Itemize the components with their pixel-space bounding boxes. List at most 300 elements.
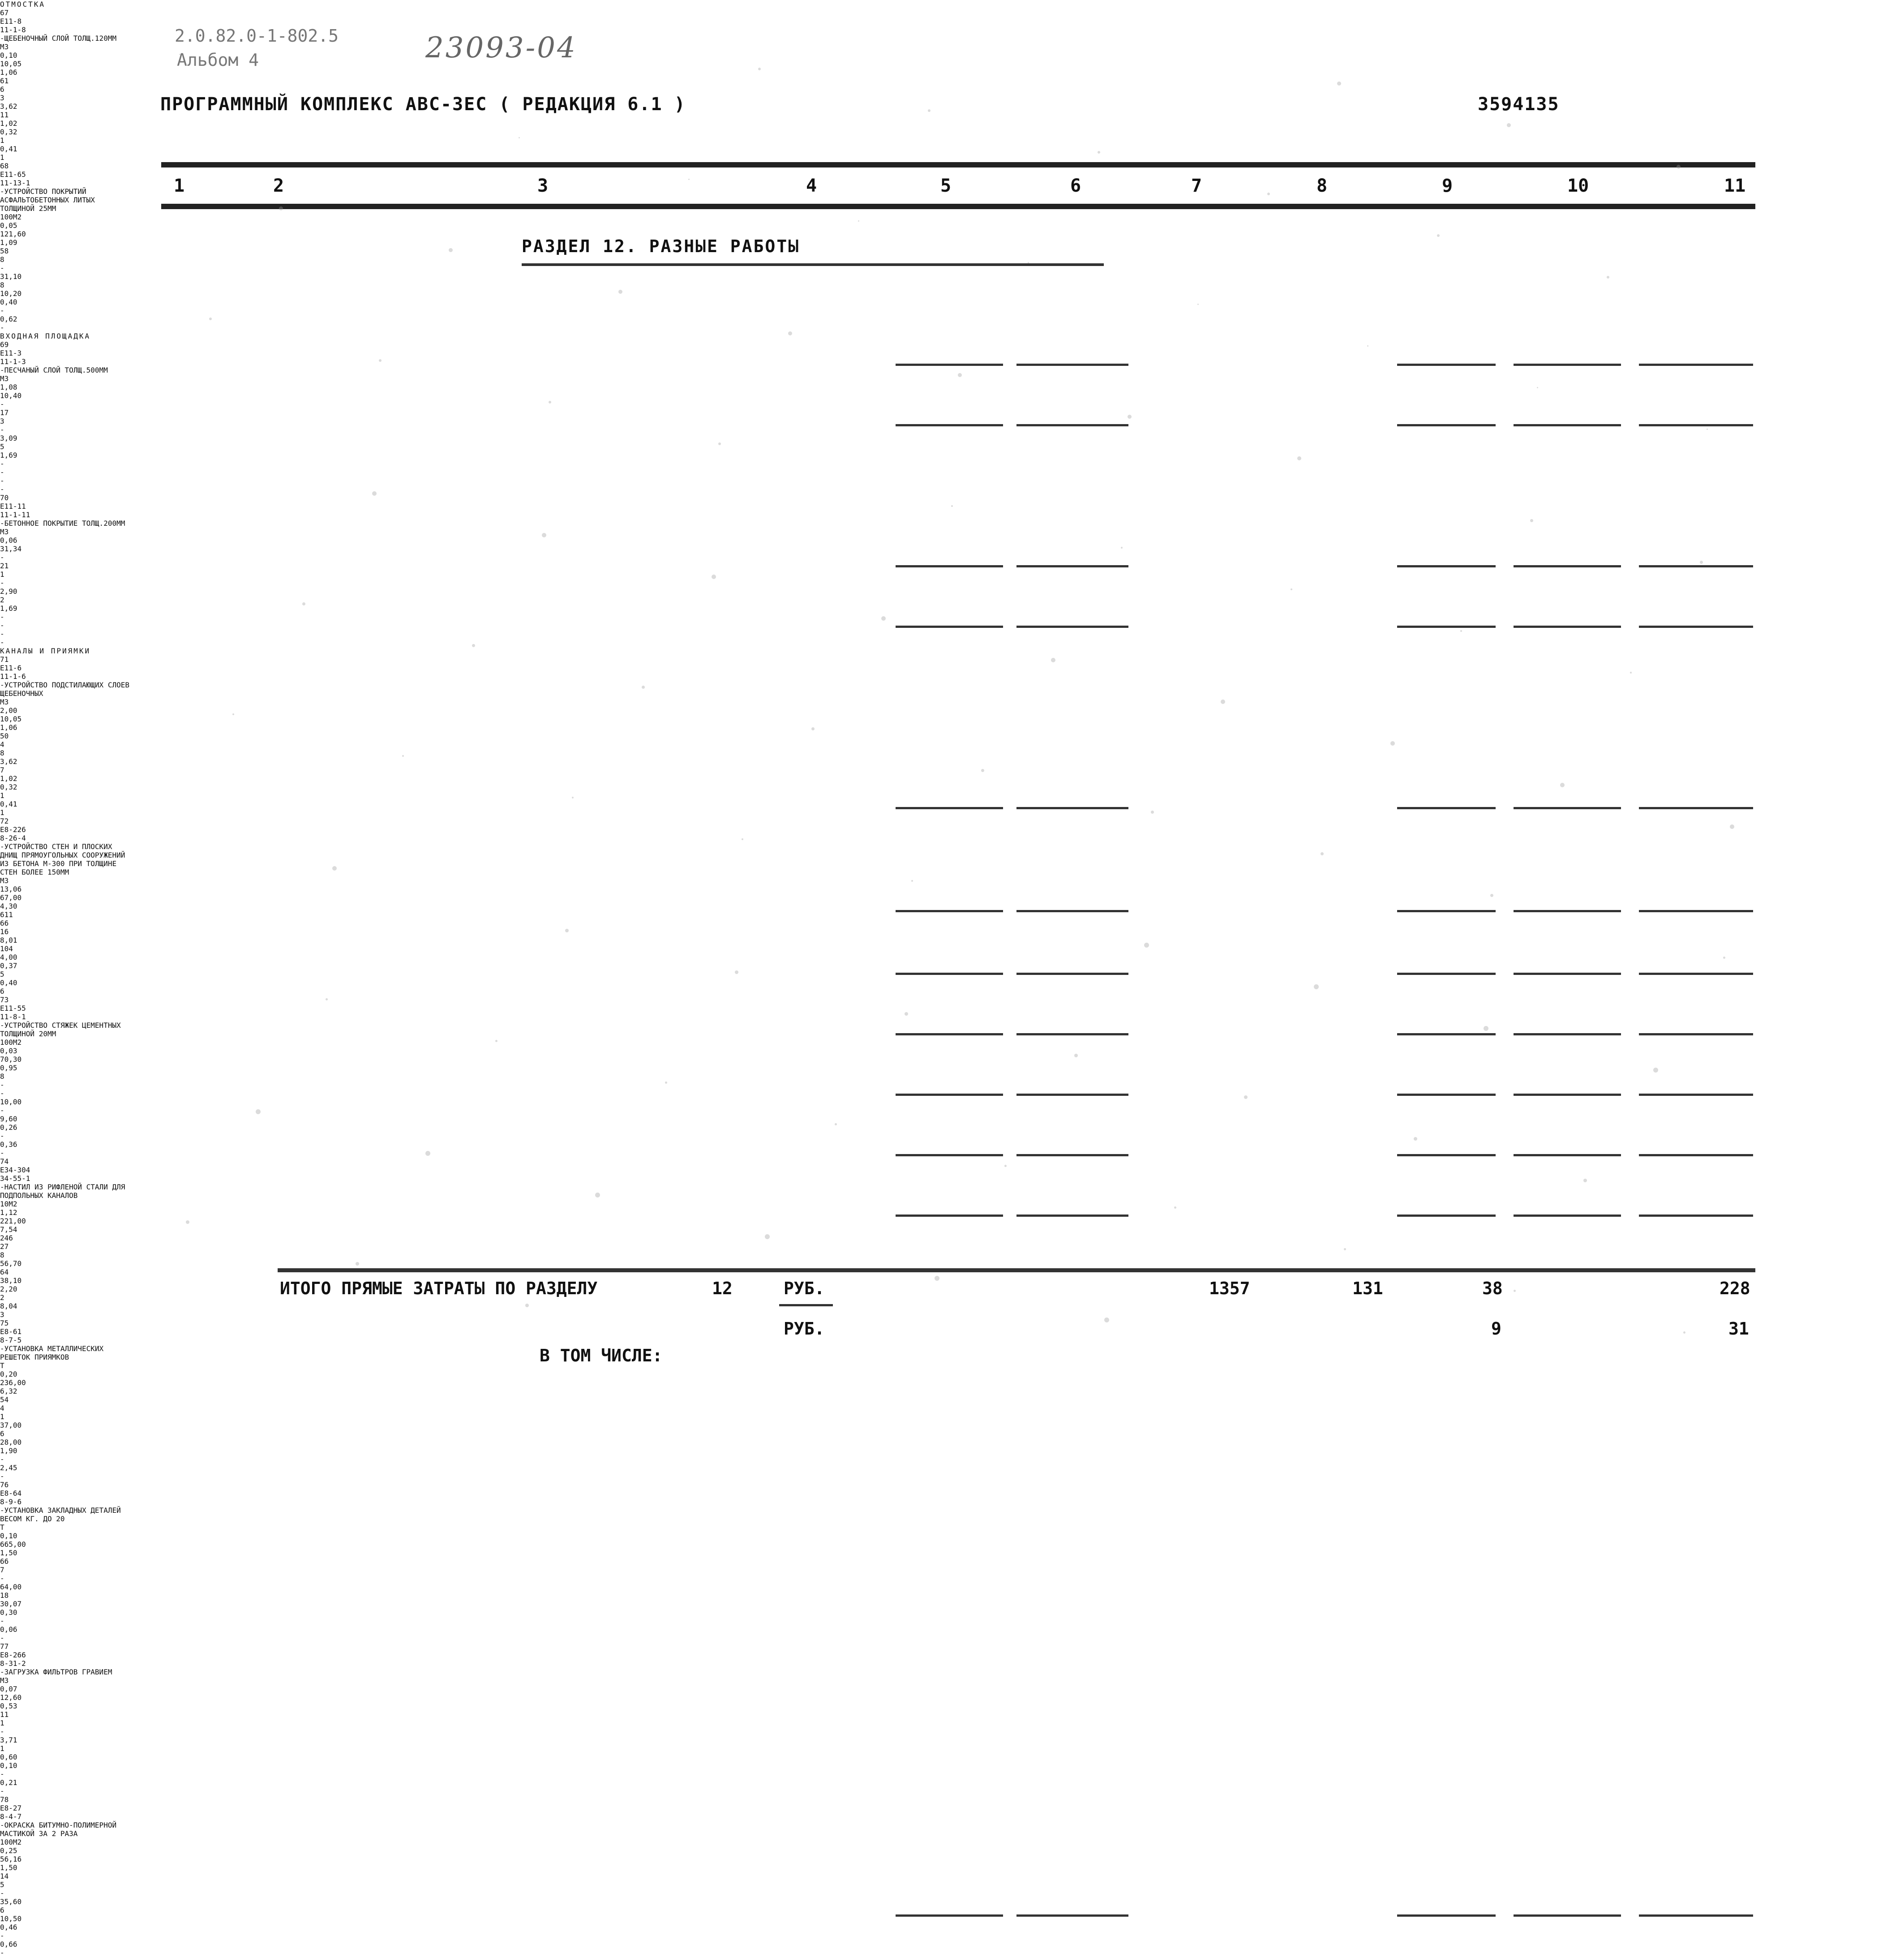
row-70-col9-wage: - (0, 621, 4, 630)
row-73-quantity: 0,03 (0, 1047, 17, 1055)
row-72-machines: 4,30 (0, 902, 17, 910)
row-69-col7: 17 (0, 408, 9, 417)
row-70-number: 70 (0, 494, 9, 502)
row-77-code-alt: 8-31-2 (0, 1659, 26, 1668)
row-71-sep-mach (1016, 807, 1128, 809)
row-69-quantity: 1,08 (0, 383, 17, 391)
scan-speck (1514, 1290, 1516, 1292)
row-71-col8: 4 (0, 740, 4, 749)
row-78-col11-wage: - (0, 1948, 4, 1957)
scan-speck (688, 179, 690, 180)
row-74-sep-col9 (1397, 1033, 1496, 1035)
scan-speck (905, 1012, 908, 1016)
row-68-code: Е11-65 (0, 170, 26, 179)
row-69-sep-col10 (1514, 565, 1621, 567)
row-69-sep-col11 (1639, 565, 1753, 567)
row-67-col11: 11 (0, 111, 9, 119)
scan-speck (549, 401, 551, 403)
row-76-price: 665,00 (0, 1540, 26, 1549)
scan-speck (1098, 151, 1100, 154)
row-69-col9-wage: - (0, 468, 4, 476)
column-number-3: 3 (537, 176, 549, 196)
scan-speck (1414, 1137, 1417, 1141)
scan-speck (935, 1276, 939, 1281)
row-68-machines: 1,09 (0, 238, 17, 247)
scan-speck (911, 880, 913, 882)
row-76-quantity: 0,10 (0, 1532, 17, 1540)
row-75-machines-wage: 1,90 (0, 1446, 17, 1455)
scan-speck (1128, 415, 1132, 419)
scan-speck (1537, 387, 1538, 388)
row-70-sep-col9 (1397, 626, 1496, 628)
scan-speck (1560, 783, 1565, 787)
scan-speck (618, 290, 622, 294)
row-71-machines-wage: 0,32 (0, 783, 17, 791)
row-72-col7: 611 (0, 910, 13, 919)
row-73-name-line: ТОЛЩИНОЙ 20ММ (0, 1030, 56, 1038)
row-71-code-alt: 11-1-6 (0, 672, 26, 681)
row-68-number: 68 (0, 162, 9, 170)
row-70-price: 31,34 (0, 545, 22, 553)
row-71-code: Е11-6 (0, 664, 22, 672)
row-73-col7: 8 (0, 1072, 4, 1081)
row-74-col10: 56,70 (0, 1259, 22, 1268)
totals-col7: 1357 (1209, 1279, 1250, 1298)
row-77-sep-price (896, 1215, 1003, 1217)
row-77-quantity: 0,07 (0, 1685, 17, 1693)
scan-speck (642, 686, 645, 689)
row-68-col9: - (0, 264, 4, 272)
row-69-machines-wage: - (0, 459, 4, 468)
row-71-price: 10,05 (0, 715, 22, 723)
scan-speck (279, 206, 283, 210)
program-title: ПРОГРАММНЫЙ КОМПЛЕКС АВС-ЗЕС ( РЕДАКЦИЯ 6.1 ) (160, 94, 686, 115)
row-70-code-alt: 11-1-11 (0, 511, 30, 519)
scan-speck (256, 1109, 261, 1114)
row-71-sep-col9 (1397, 807, 1496, 809)
row-69-name-line: -ПЕСЧАНЫЙ СЛОЙ ТОЛЩ.500ММ (0, 366, 108, 374)
row-68-price: 121,60 (0, 230, 26, 238)
row-77-sep-mach (1016, 1215, 1128, 1217)
row-76-col11-wage: - (0, 1634, 4, 1642)
scan-speck (519, 137, 520, 138)
scan-speck (1221, 700, 1225, 704)
row-74-col8: 27 (0, 1242, 9, 1251)
totals-col11-second: 31 (1728, 1319, 1749, 1339)
row-69-price: 10,40 (0, 391, 22, 400)
row-77-machines: 0,53 (0, 1702, 17, 1710)
row-74-col7: 246 (0, 1234, 13, 1242)
row-74-col9: 8 (0, 1251, 4, 1259)
scan-speck (1367, 345, 1368, 347)
scan-speck (858, 220, 859, 222)
totals-col11: 228 (1720, 1279, 1750, 1298)
row-70-col8: 1 (0, 570, 4, 579)
row-68-col11-wage: - (0, 323, 4, 332)
row-77-col10: 3,71 (0, 1736, 17, 1744)
row-74-number: 74 (0, 1157, 9, 1166)
row-74-sep-price (896, 1033, 1003, 1035)
scan-speck (958, 373, 962, 377)
row-70-machines-wage: - (0, 613, 4, 621)
row-67-col9-wage: 1 (0, 136, 4, 145)
row-77-price-wage: 0,60 (0, 1753, 17, 1761)
row-69-col9: - (0, 425, 4, 434)
scan-speck (1344, 1248, 1346, 1250)
row-78-col11: 6 (0, 1906, 4, 1914)
row-75-col11: 6 (0, 1429, 4, 1438)
row-75-col8: 4 (0, 1404, 4, 1412)
totals-currency-underline (779, 1304, 833, 1306)
scan-speck (349, 95, 350, 97)
row-72-col11: 104 (0, 944, 13, 953)
row-68-col7: 58 (0, 247, 9, 255)
row-77-col10-wage: 0,21 (0, 1778, 17, 1787)
scan-speck (765, 1234, 770, 1239)
row-72-col10: 8,01 (0, 936, 17, 944)
row-73-col8: - (0, 1081, 4, 1089)
scan-speck (572, 797, 574, 798)
row-67-price: 10,05 (0, 60, 22, 68)
row-68-sep-mach (1016, 424, 1128, 426)
row-75-code: Е8-61 (0, 1327, 22, 1336)
row-76-sep-col9 (1397, 1154, 1496, 1156)
row-67-col9: 3 (0, 94, 4, 102)
row-78-code-alt: 8-4-7 (0, 1812, 22, 1821)
row-76-number: 76 (0, 1481, 9, 1489)
scan-speck (1507, 123, 1511, 127)
row-73-price-wage: 9,60 (0, 1115, 17, 1123)
row-67-sep-col11 (1639, 364, 1753, 366)
row-68-price-wage: 10,20 (0, 289, 22, 298)
totals-rule (278, 1268, 1755, 1272)
row-72-sep-mach (1016, 910, 1128, 912)
totals-label: ИТОГО ПРЯМЫЕ ЗАТРАТЫ ПО РАЗДЕЛУ (280, 1279, 598, 1298)
row-68-sep-col9 (1397, 424, 1496, 426)
row-74-col11-wage: 3 (0, 1310, 4, 1319)
scan-speck (881, 616, 886, 621)
row-71-machines: 1,06 (0, 723, 17, 732)
row-67-price-wage: 1,02 (0, 119, 17, 128)
row-70-sep-mach (1016, 626, 1128, 628)
row-74-col9-wage: 2 (0, 1293, 4, 1302)
scan-speck (1197, 304, 1199, 305)
row-78-col10-wage: 0,66 (0, 1940, 17, 1948)
row-68-sep-col11 (1639, 424, 1753, 426)
row-78-name-line: -ОКРАСКА БИТУМНО-ПОЛИМЕРНОЙ (0, 1821, 117, 1829)
row-77-col8: 1 (0, 1719, 4, 1727)
row-67-col7: 61 (0, 77, 9, 85)
row-78-number: 78 (0, 1795, 9, 1804)
row-78-unit: 100М2 (0, 1838, 22, 1846)
row-75-price: 236,00 (0, 1378, 26, 1387)
row-69-sep-col9 (1397, 565, 1496, 567)
row-73-code-alt: 11-8-1 (0, 1013, 26, 1021)
row-72-sep-price (896, 910, 1003, 912)
row-68-name-line: -УСТРОЙСТВО ПОКРЫТИЙ (0, 187, 86, 196)
row-71-name-line: -УСТРОЙСТВО ПОДСТИЛАЮЩИХ СЛОЕВ (0, 681, 129, 689)
doc-code-line1: 2.0.82.0-1-802.5 (175, 26, 339, 46)
row-72-name-line: -УСТРОЙСТВО СТЕН И ПЛОСКИХ (0, 842, 112, 851)
scan-speck (1051, 658, 1055, 662)
row-69-sep-price (896, 565, 1003, 567)
row-68-col11: 8 (0, 281, 4, 289)
scan-speck (1700, 561, 1703, 564)
row-75-col11-wage: - (0, 1472, 4, 1481)
handwritten-number: 23093-04 (425, 31, 577, 64)
row-74-name-line: ПОДПОЛЬНЫХ КАНАЛОВ (0, 1191, 78, 1200)
row-76-col8: 7 (0, 1566, 4, 1574)
row-67-sep-price (896, 364, 1003, 366)
column-number-6: 6 (1070, 176, 1081, 196)
row-73-price: 70,30 (0, 1055, 22, 1064)
row-74-sep-col11 (1639, 1033, 1753, 1035)
row-76-sep-col11 (1639, 1154, 1753, 1156)
row-68-col10: 31,10 (0, 272, 22, 281)
scan-speck (665, 1082, 667, 1084)
row-77-code: Е8-266 (0, 1651, 26, 1659)
scan-speck (1530, 519, 1533, 522)
document-number: 3594135 (1478, 94, 1560, 115)
row-76-code: Е8-64 (0, 1489, 22, 1498)
row-77-col9-wage: - (0, 1770, 4, 1778)
subheading: КАНАЛЫ И ПРИЯМКИ (0, 647, 91, 655)
row-72-name-line: ДНИЩ ПРЯМОУГОЛЬНЫХ СООРУЖЕНИЙ (0, 851, 125, 859)
row-72-price-wage: 4,00 (0, 953, 17, 961)
row-75-name-line: РЕШЕТОК ПРИЯМКОВ (0, 1353, 69, 1361)
row-77-price: 12,60 (0, 1693, 22, 1702)
scan-speck (209, 318, 212, 320)
row-75-col9: 1 (0, 1412, 4, 1421)
row-72-name-line: СТЕН БОЛЕЕ 150ММ (0, 868, 69, 876)
row-68-machines-wage: 0,40 (0, 298, 17, 306)
row-69-col8: 3 (0, 417, 4, 425)
row-76-col9: - (0, 1574, 4, 1583)
row-74-unit: 10М2 (0, 1200, 17, 1208)
row-72-sep-col11 (1639, 910, 1753, 912)
scan-speck (449, 248, 453, 252)
row-75-unit: Т (0, 1361, 4, 1370)
scan-speck (379, 359, 382, 362)
row-67-quantity: 0,10 (0, 51, 17, 60)
row-74-code-alt: 34-55-1 (0, 1174, 30, 1183)
scan-speck (425, 1151, 430, 1156)
row-70-col9: - (0, 579, 4, 587)
scan-speck (811, 727, 815, 730)
scan-speck (951, 505, 953, 507)
scan-speck (1291, 588, 1292, 590)
row-76-col9-wage: - (0, 1617, 4, 1625)
row-72-name-line: ИЗ БЕТОНА М-300 ПРИ ТОЛЩИНЕ (0, 859, 117, 868)
row-73-col9-wage: - (0, 1132, 4, 1140)
scan-speck (742, 838, 743, 840)
row-67-sep-col10 (1514, 364, 1621, 366)
row-68-name-line: ТОЛЩИНОЙ 25ММ (0, 204, 56, 213)
row-68-col9-wage: - (0, 306, 4, 315)
row-70-col7: 21 (0, 562, 9, 570)
row-74-machines: 7,54 (0, 1225, 17, 1234)
scan-speck (1630, 672, 1632, 674)
scan-speck (186, 1220, 189, 1224)
row-78-col8: 5 (0, 1880, 4, 1889)
row-78-sep-col10 (1514, 1914, 1621, 1917)
row-68-unit: 100М2 (0, 213, 22, 221)
row-73-machines-wage: 0,26 (0, 1123, 17, 1132)
subheading: ОТМОСТКА (0, 0, 46, 9)
row-75-col7: 54 (0, 1395, 9, 1404)
scan-speck (758, 68, 761, 70)
row-68-quantity: 0,05 (0, 221, 17, 230)
column-number-4: 4 (806, 176, 817, 196)
scan-speck (1730, 824, 1734, 829)
row-70-sep-col11 (1639, 626, 1753, 628)
row-68-code-alt: 11-13-1 (0, 179, 30, 187)
scan-speck (302, 602, 305, 605)
row-77-machines-wage: 0,10 (0, 1761, 17, 1770)
scan-speck (1437, 234, 1440, 237)
row-71-col9-wage: 1 (0, 791, 4, 800)
row-72-price: 67,00 (0, 893, 22, 902)
row-71-quantity: 2,00 (0, 706, 17, 715)
scan-speck (712, 575, 716, 579)
row-67-name-line: -ЩЕБЕНОЧНЫЙ СЛОЙ ТОЛЩ.120ММ (0, 34, 117, 43)
row-70-col10-wage: - (0, 630, 4, 638)
footer-including: В ТОМ ЧИСЛЕ: (540, 1346, 663, 1365)
row-68-sep-col10 (1514, 424, 1621, 426)
row-77-name-line: -ЗАГРУЗКА ФИЛЬТРОВ ГРАВИЕМ (0, 1668, 112, 1676)
row-76-code-alt: 8-9-6 (0, 1498, 22, 1506)
row-73-col10: 10,00 (0, 1098, 22, 1106)
scan-speck (1028, 262, 1029, 263)
scan-speck (472, 644, 475, 647)
row-74-price: 221,00 (0, 1217, 26, 1225)
column-number-11: 11 (1724, 176, 1746, 196)
row-75-name-line: -УСТАНОВКА МЕТАЛЛИЧЕСКИХ (0, 1344, 104, 1353)
row-78-col9: - (0, 1889, 4, 1897)
scan-speck (1321, 852, 1324, 855)
scan-speck (1460, 630, 1462, 632)
column-number-5: 5 (940, 176, 952, 196)
column-number-10: 10 (1567, 176, 1589, 196)
row-71-unit: М3 (0, 698, 9, 706)
column-number-8: 8 (1317, 176, 1328, 196)
row-71-col11-wage: 1 (0, 808, 4, 817)
row-78-machines: 1,50 (0, 1863, 17, 1872)
row-78-code: Е8-27 (0, 1804, 22, 1812)
row-71-number: 71 (0, 655, 9, 664)
row-76-machines: 1,50 (0, 1549, 17, 1557)
row-70-col10: 2,90 (0, 587, 17, 596)
scan-speck (1683, 1331, 1685, 1334)
row-69-col10-wage: - (0, 476, 4, 485)
row-78-machines-wage: 0,46 (0, 1923, 17, 1931)
row-76-col7: 66 (0, 1557, 9, 1566)
row-67-col10: 3,62 (0, 102, 17, 111)
scan-speck (1004, 1165, 1007, 1167)
row-78-name-line: МАСТИКОЙ ЗА 2 РАЗА (0, 1829, 78, 1838)
row-75-sep-mach (1016, 1094, 1128, 1096)
row-75-sep-col11 (1639, 1094, 1753, 1096)
row-77-col11: 1 (0, 1744, 4, 1753)
scan-speck (981, 769, 984, 772)
row-72-col9-wage: 5 (0, 970, 4, 978)
column-number-2: 2 (273, 176, 284, 196)
scan-speck (495, 1040, 497, 1042)
row-70-col11: 2 (0, 596, 4, 604)
row-73-number: 73 (0, 996, 9, 1004)
row-68-name-line: АСФАЛЬТОБЕТОННЫХ ЛИТЫХ (0, 196, 95, 204)
row-71-col11: 7 (0, 766, 4, 774)
row-72-sep-col9 (1397, 910, 1496, 912)
scan-speck (928, 109, 931, 112)
row-78-price-wage: 10,50 (0, 1914, 22, 1923)
row-67-unit: М3 (0, 43, 9, 51)
row-72-unit: М3 (0, 876, 9, 885)
row-69-machines: - (0, 400, 4, 408)
row-76-unit: Т (0, 1523, 4, 1532)
row-73-code: Е11-55 (0, 1004, 26, 1013)
row-73-sep-col10 (1514, 973, 1621, 975)
scan-speck (1267, 193, 1270, 195)
row-73-sep-col11 (1639, 973, 1753, 975)
row-75-col10: 37,00 (0, 1421, 22, 1429)
row-67-machines-wage: 0,32 (0, 128, 17, 136)
scan-speck (788, 331, 792, 335)
row-78-quantity: 0,25 (0, 1846, 17, 1855)
scan-speck (1677, 165, 1681, 169)
row-74-col11: 64 (0, 1268, 9, 1276)
row-71-name-line: ЩЕБЕНОЧНЫХ (0, 689, 43, 698)
row-69-col10: 3,09 (0, 434, 17, 442)
scan-speck (372, 491, 377, 496)
row-71-sep-col10 (1514, 807, 1621, 809)
row-78-sep-col11 (1639, 1914, 1753, 1917)
row-71-price-wage: 1,02 (0, 774, 17, 783)
row-71-col7: 50 (0, 732, 9, 740)
scan-speck (1484, 1026, 1488, 1031)
row-73-col10-wage: 0,36 (0, 1140, 17, 1149)
row-70-sep-col10 (1514, 626, 1621, 628)
scan-speck (1104, 1318, 1109, 1322)
row-73-sep-col9 (1397, 973, 1496, 975)
scan-speck (1653, 1068, 1658, 1073)
row-67-number: 67 (0, 9, 9, 17)
row-77-number: 77 (0, 1642, 9, 1651)
row-72-machines-wage: 0,37 (0, 961, 17, 970)
row-67-sep-mach (1016, 364, 1128, 366)
row-76-price-wage: 30,07 (0, 1600, 22, 1608)
scan-speck (1707, 429, 1708, 430)
totals-col9-second: 9 (1491, 1319, 1501, 1339)
row-73-unit: 100М2 (0, 1038, 22, 1047)
scan-speck (1337, 82, 1341, 86)
row-77-sep-col10 (1514, 1215, 1621, 1217)
row-69-number: 69 (0, 340, 9, 349)
row-77-sep-col11 (1639, 1215, 1753, 1217)
row-68-col10-wage: 0,62 (0, 315, 17, 323)
row-75-sep-col10 (1514, 1094, 1621, 1096)
row-73-machines: 0,95 (0, 1064, 17, 1072)
row-73-col9: - (0, 1089, 4, 1098)
row-70-quantity: 0,06 (0, 536, 17, 545)
scan-speck (1144, 943, 1149, 948)
row-72-col9: 16 (0, 927, 9, 936)
row-74-code: Е34-304 (0, 1166, 30, 1174)
row-72-sep-col10 (1514, 910, 1621, 912)
row-69-col11-wage: - (0, 485, 4, 494)
row-75-number: 75 (0, 1319, 9, 1327)
row-67-col8: 6 (0, 85, 4, 94)
